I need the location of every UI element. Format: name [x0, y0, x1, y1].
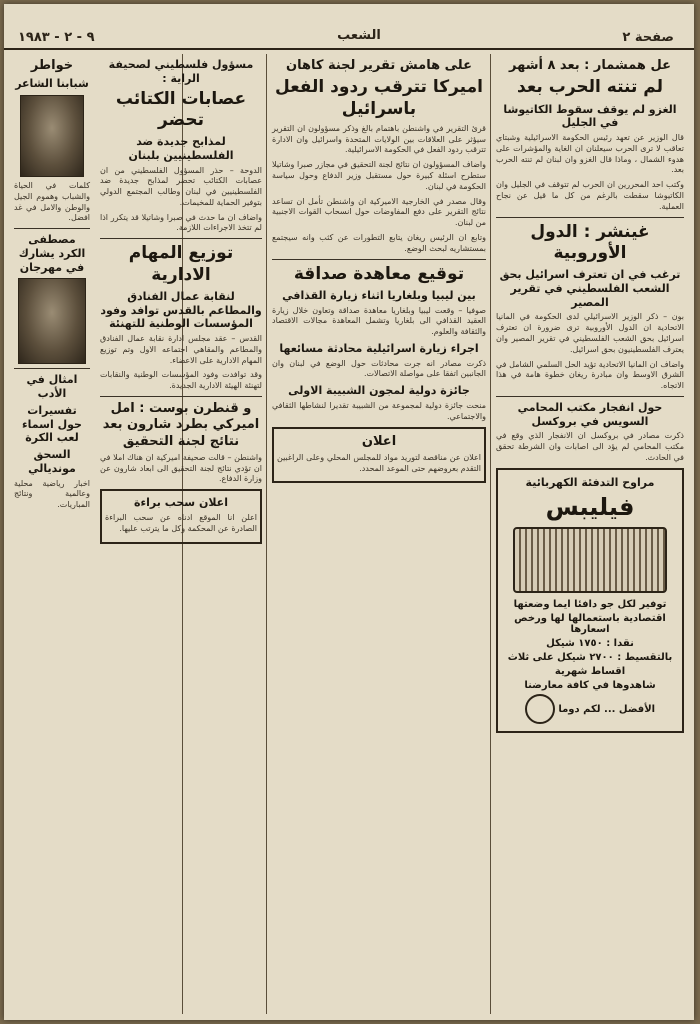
article-body: بون – ذكر الوزير الاسرائيلي لدى الحكومة في المانيا الاتحادية ان الدول الأوروبية ترى ضرورة ان تعترف اسرائيل بحق الشعب الفلسطيني في تقرير المصير وان يعترف الفلسطينيون بحق اسرائيل. — [496, 312, 684, 354]
article-headline: مصطفى الكرد يشارك في مهرجان — [18, 233, 86, 274]
divider — [100, 238, 262, 239]
ad-brand: فيليبس — [545, 492, 635, 521]
heater-advertisement — [496, 468, 684, 733]
column-logo: خواطر — [30, 58, 74, 73]
article-subhead: لنقابة عمال الفنادق والمطاعم بالقدس توافد وفود المؤسسات الوطنية للتهنئة — [100, 289, 262, 331]
notice-box — [272, 427, 486, 484]
article-headline: لم تنته الحرب بعد — [517, 77, 663, 98]
article-body: القدس – عقد مجلس ادارة نقابة عمال الفنادق والمطاعم والمقاهي اجتماعه الاول وتم توزيع المهام الادارية على الاعضاء. — [100, 334, 262, 365]
article-headline: و قنطرن بوست : امل اميركي بطرد شارون بعد نتائج لجنة التحقيق — [102, 401, 260, 449]
article-headline: توزيع المهام الادارية — [128, 243, 234, 285]
article-headline: تفسيرات حول اسماء لعب الكرة — [22, 403, 82, 445]
ad-line: شاهدوها في كافة معارضنا — [524, 679, 656, 691]
column-rule — [490, 54, 491, 1014]
article-headline: السحق مونديالي — [28, 448, 76, 475]
notice-body: اعلان عن مناقصة لتوريد مواد للمجلس المحلي وعلى الراغبين التقدم بعروضهم حتى الموعد المحدد. — [277, 452, 481, 473]
notice-title: اعلان سحب براءة — [134, 496, 228, 510]
article-body: وقد توافدت وفود المؤسسات الوطنية والنقابات لتهنئة الهيئة الادارية الجديدة. — [100, 370, 262, 391]
divider — [496, 396, 684, 397]
article-subhead: الغزو لم يوقف سقوط الكاتيوشا في الجليل — [503, 102, 677, 130]
article-kicker: عل همشمار : بعد ٨ أشهر — [509, 58, 671, 73]
article-headline: عصابات الكتائب تحضر — [115, 88, 247, 130]
column-rule — [266, 54, 267, 1014]
right-column — [492, 54, 688, 739]
center-column — [268, 54, 490, 489]
divider — [100, 396, 262, 397]
article-headline: حول انفجار مكتب المحامي السويس في بروكسل — [517, 400, 663, 428]
article-body: قرئ التقرير في واشنطن باهتمام بالغ وذكر مسؤولون ان التقرير سيؤثر على العلاقات بين الولايات المتحدة واسرائيل وان الادارة تترقب ردود الفعل في الحكومة الاسرائيلية. — [272, 123, 486, 155]
article-headline: غينشر : الدول الأوروبية — [530, 221, 650, 263]
article-body: وتابع ان الرئيس ريغان يتابع التطورات عن كثب وانه سيجتمع بمستشاريه لبحث الوضع. — [272, 232, 486, 253]
article-body: قال الوزير عن تعهد رئيس الحكومة الاسرائيلية وشبتاي تعاقب لا ترى الحرب سيعلنان ان الغاية والمؤشرات على هدوء الشمال ، وماذا قال الغزو وان لبنان لم تنته الحرب بعد. — [496, 133, 684, 175]
article-headline: اجراء زيارة اسرائيلية محادثة مسائعها — [279, 341, 479, 355]
ad-header: مراوح التدفئة الكهربائية — [525, 475, 655, 489]
ad-footer-text: الأفضل ... لكم دوما — [558, 703, 656, 715]
article-subhead: لمذابح جديدة ضد الفلسطينيين بلبنان — [128, 135, 234, 162]
masthead — [4, 4, 694, 50]
article-body: ذكرت مصادر في بروكسل ان الانفجار الذي وقع في مكتب المحامي لم يؤد الى اصابات وان الشرطة تحقق في الحادث. — [496, 431, 684, 462]
article-body: وكتب احد المحررين ان الحرب لم تتوقف في الجليل وان الكاتيوشا سقطت بالرغم من كل ما قيل عن نجاح العملية. — [496, 180, 684, 211]
paper-name: الشعب — [337, 28, 381, 43]
ad-price: نقدا : ١٧٥٠ شيكل — [546, 637, 634, 649]
article-headline: توقيع معاهدة صداقة — [293, 263, 465, 284]
article-body: واضاف ان ما حدث في صبرا وشاتيلا قد يتكرر اذا لم تتخذ الاجراءات اللازمة. — [100, 212, 262, 233]
ad-line: توفير لكل جو دافئا ايما وضعتها — [513, 598, 667, 610]
notice-title: اعلان — [361, 433, 397, 449]
article-subhead: ترغب في ان تعترف اسرائيل بحق الشعب الفلسطيني في تقرير المصير — [499, 268, 681, 309]
ad-price: اقساط شهرية — [554, 665, 626, 677]
article-headline: امثال في الأدب — [26, 373, 78, 401]
article-body: الدوحة – حذر المسؤول الفلسطيني من ان عصابات الكتائب تحضر لمذابح جديدة ضد الفلسطينيين في لبنان وطالب المجتمع الدولي بتوفير الحماية للمخيمات. — [100, 165, 262, 207]
article-kicker: مسؤول فلسطيني لصحيفة الراية : — [108, 58, 254, 85]
brand-logo-icon — [525, 694, 555, 724]
article-subhead: بين ليبيا وبلغاريا اثناء زيارة القذافي — [282, 288, 476, 302]
ad-price: بالتقسيط : ٢٧٠٠ شيكل على ثلاث — [507, 651, 673, 663]
left-column — [96, 54, 266, 550]
far-left-column — [10, 54, 94, 517]
divider — [272, 259, 486, 260]
article-body: ذكرت مصادر انه جرت محادثات حول الوضع في لبنان وان الجانبين اتفقا على مواصلة الاتصالات. — [272, 358, 486, 379]
divider — [14, 368, 90, 369]
article-body: منحت جائزة دولية لمجموعة من الشبيبة تقديرا لنشاطها الثقافي والاجتماعي. — [272, 401, 486, 421]
ad-footer — [502, 694, 678, 724]
article-body: وقال مصدر في الخارجية الاميركية ان واشنطن تأمل ان تساعد نتائج التقرير على دفع المفاوضات حول انسحاب القوات الاجنبية من لبنان. — [272, 196, 486, 228]
article-headline: جائزة دولية لمجون الشبيبة الاولى — [288, 384, 470, 398]
heater-image — [513, 527, 667, 593]
ad-line: اقتصادية باستعمالها لها ورخص اسعارها — [514, 612, 666, 635]
person-photo — [18, 278, 86, 364]
author-photo — [20, 95, 84, 177]
article-body: صوفيا – وقعت ليبيا وبلغاريا معاهدة صداقة وتعاون خلال زيارة العقيد القذافي الى بلغاريا وتشمل المعاهدة مجالات الاقتصاد والثقافة والعلوم. — [272, 305, 486, 337]
newspaper-page — [4, 4, 694, 1020]
notice-box — [100, 489, 262, 543]
article-kicker: على هامش تقرير لجنة كاهان — [286, 58, 472, 73]
issue-date: ٩ - ٢ - ١٩٨٣ — [18, 30, 95, 45]
article-body: اخبار رياضية محلية وعالمية ونتائج المباريات. — [14, 478, 90, 510]
notice-body: اعلن انا الموقع ادناه عن سحب البراءة الصادرة عن المحكمة وكل ما يترتب عليها. — [105, 512, 257, 533]
divider — [496, 217, 684, 218]
page-label: صفحة ٢ — [622, 30, 674, 45]
column-body: كلمات في الحياة والشباب وهموم الجيل والوطن والامل في غد افضل. — [14, 181, 90, 223]
article-body: واشنطن – قالت صحيفة اميركية ان هناك املا في ان تؤدي نتائج لجنة التحقيق الى ابعاد شارون عن وزارة الدفاع. — [100, 452, 262, 484]
article-body: واضاف ان المانيا الاتحادية تؤيد الحل السلمي الشامل في الشرق الاوسط وان مبادرة ريغان خطوة هامة في هذا الاتجاه. — [496, 359, 684, 391]
column-author: شبابنا الشاعر — [15, 77, 89, 91]
divider — [14, 228, 90, 229]
article-body: واضاف المسؤولون ان نتائج لجنة التحقيق في مجازر صبرا وشاتيلا ستطرح اسئلة كبيرة حول مستقبل وزير الدفاع وحول سياسة الحكومة في لبنان. — [272, 160, 486, 191]
article-headline: اميركا تترقب ردود الفعل باسرائيل — [275, 77, 483, 119]
